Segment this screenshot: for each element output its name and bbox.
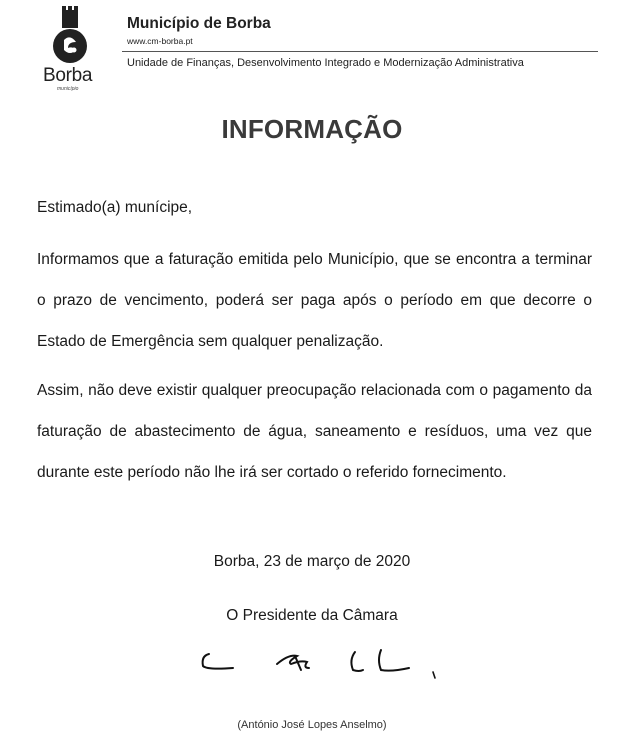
logo-subtitle: município [57,86,79,92]
signer-name: (António José Lopes Anselmo) [237,719,387,731]
org-website: www.cm-borba.pt [127,36,193,46]
page-title: INFORMAÇÃO [221,114,403,144]
signature-image [195,640,445,690]
signer-role: O Presidente da Câmara [226,607,398,624]
paragraph-supply: Assim, não deve existir qualquer preocupação relacionada com o pagamento da faturação de abastecimento de água, saneamento e resíduos, uma vez que durante este período não lhe irá ser cortado o referido fornecimento. [37,382,592,481]
logo-wordmark: Borba [43,65,93,86]
org-unit: Unidade de Finanças, Desenvolvimento Integrado e Modernização Administrativa [127,57,524,69]
header-divider [122,51,598,52]
salutation: Estimado(a) munícipe, [37,199,193,216]
paragraph-billing: Informamos que a faturação emitida pelo Município, que se encontra a terminar o prazo de vencimento, poderá ser paga após o período em que decorre o Estado de Emergência sem qualquer penalização. [37,251,592,350]
place-date: Borba, 23 de março de 2020 [213,553,411,570]
org-name: Município de Borba [127,15,271,32]
